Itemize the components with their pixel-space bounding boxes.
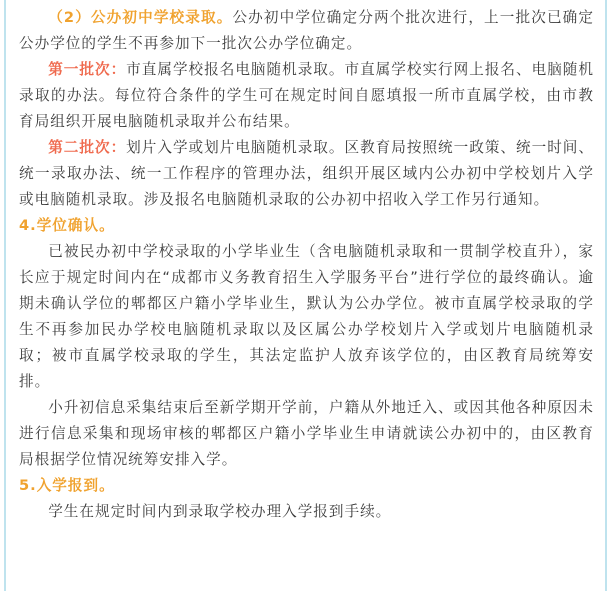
paragraph-section4-2: 小升初信息采集结束后至新学期开学前，户籍从外地迁入、或因其他各种原因未进行信息采集和现场审核的郫都区户籍小学毕业生申请就读公办初中的，由区教育局根据学位情况统筹安排入学。 [19, 399, 594, 468]
paragraph-batch2 [19, 135, 594, 213]
batch2-label: 第二批次： [48, 139, 127, 156]
paragraph-batch1 [19, 57, 594, 135]
section2-heading: （2）公办初中学校录取。 [48, 9, 233, 26]
section4-heading: 4.学位确认。 [19, 217, 115, 234]
section4-heading-line [19, 213, 594, 239]
batch1-text: 市直属学校报名电脑随机录取。市直属学校实行网上报名、电脑随机录取的办法。每位符合条件的学生可在规定时间自愿填报一所市直属学校，由市教育局组织开展电脑随机录取并公布结果。 [19, 61, 594, 130]
section2-text: 公办初中学位确定分两个批次进行，上一批次已确定公办学位的学生不再参加下一批次公办学位确定。 [19, 9, 594, 52]
section5-heading-line [19, 473, 594, 499]
section5-heading: 5.入学报到。 [19, 477, 115, 494]
left-border [4, 0, 6, 591]
paragraph-section5-1: 学生在规定时间内到录取学校办理入学报到手续。 [48, 503, 392, 520]
paragraph-section4-1: 已被民办初中学校录取的小学毕业生（含电脑随机录取和一贯制学校直升），家长应于规定时间内在“成都市义务教育招生入学服务平台”进行学位的最终确认。逾期未确认学位的郫都区户籍小学毕业生，默认为公办学位。被市直属学校录取的学生不再参加民办学校电脑随机录取以及区属公办学校划片入学或划片电脑随机录取；被市直属学校录取的学生，其法定监护人放弃该学位的，由区教育局统筹安排。 [19, 243, 594, 390]
right-border [605, 0, 607, 591]
paragraph-section2 [19, 5, 594, 57]
batch1-label: 第一批次： [48, 61, 127, 78]
article-body [19, 5, 594, 525]
batch2-text: 划片入学或划片电脑随机录取。区教育局按照统一政策、统一时间、统一录取办法、统一工作程序的管理办法，组织开展区域内公办初中学校划片入学或电脑随机录取。涉及报名电脑随机录取的公办初中招收入学工作另行通知。 [19, 139, 594, 208]
